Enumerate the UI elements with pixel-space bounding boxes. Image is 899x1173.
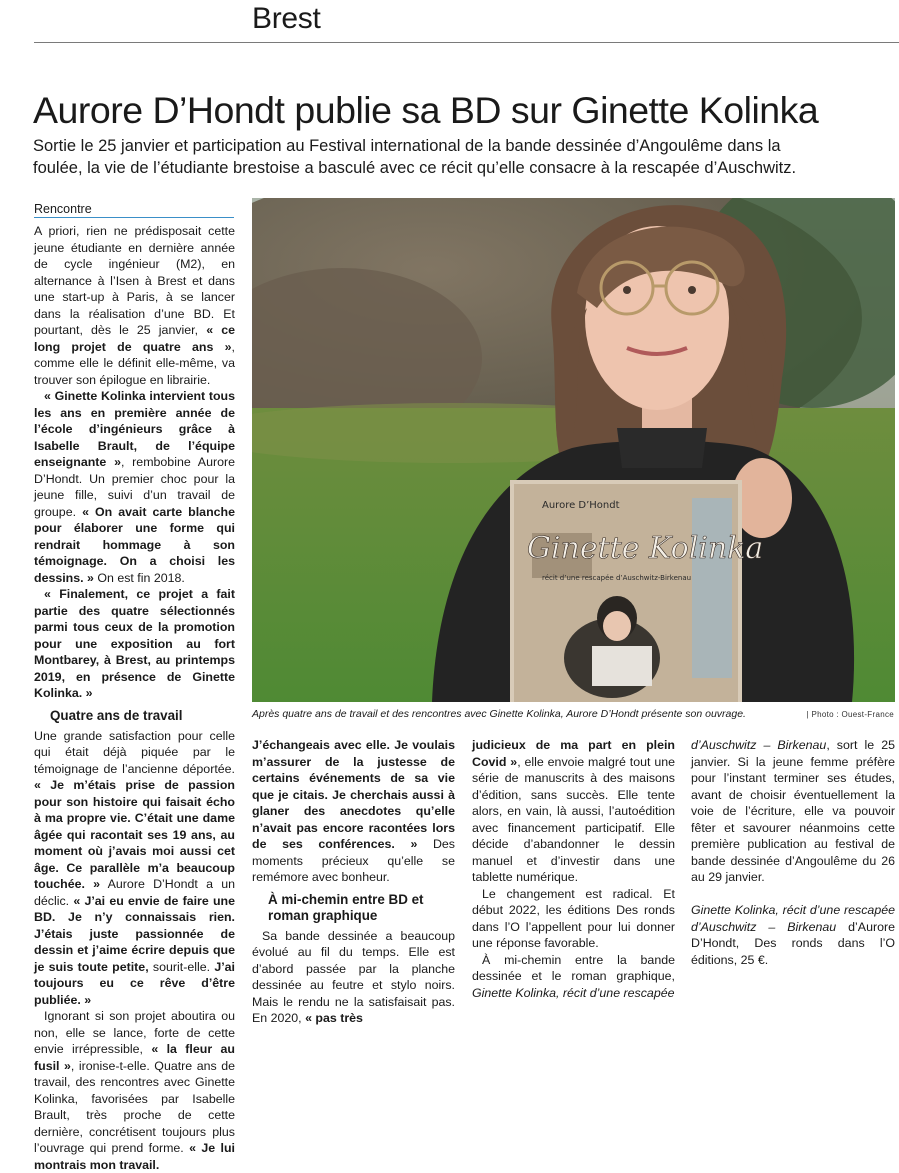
paragraph: d’Auschwitz – Birkenau, sort le 25 janvier. Si la jeune femme préfère pour l’instant terminer ses études, avant de choisir éventuellement la voie de l’écriture, elle va pouvoir fêter et savourer néanmoins cette première publication au festival de bande dessinée d’Angoulême du 26 au 29 janvier. — [691, 738, 895, 884]
paragraph: Ignorant si son projet aboutira ou non, elle se lance, forte de cette envie irrépressible, « la fleur au fusil », ironise-t-elle. Quatre ans de travail, des rencontres avec Ginette Kolinka, favorisées par Isabelle Brault, très proche de cette dernière, concrétisent toujours plus l’ouvrage qui prend forme. « Je lui montrais mon travail. — [34, 1009, 235, 1172]
paragraph: Une grande satisfaction pour celle qui était déjà piquée par le témoignage de l’ancienne déportée. « Je m’étais prise de passion pour son histoire qui faisait écho à ma propre vie. C’était une dame âgée qui racontait ses 19 ans, au moment où j’avais moi aussi cet âge. Ce parallèle m’a beaucoup touchée. » Aurore D’Hondt a un déclic. « J’ai eu envie de faire une BD. Je n’y connaissais rien. J’étais juste passionnée de dessin et j’aime écrire depuis que je suis toute petite, sourit-elle. J’ai toujours eu ce rêve d’être publiée. » — [34, 728, 235, 1007]
article-lead: Sortie le 25 janvier et participation au Festival international de la bande dessinée d’Angoulême dans la foulée, la vie de l’étudiante brestoise a basculé avec ce récit qu’elle consacre à la rescapée d’Auschwitz. — [33, 137, 797, 177]
paragraph: Le changement est radical. Et début 2022, les éditions Des ronds dans l’O l’appellent pour lui donner une réponse favorable. — [472, 886, 675, 950]
paragraph: « Ginette Kolinka intervient tous les ans en première année de l’école d’ingénieurs grâce à Isabelle Brault, de l’équipe enseignante », rembobine Aurore D’Hondt. Un premier choc pour la jeune fille, suivi d’un travail de groupe. « On avait carte blanche pour élaborer une forme qui rendrait hommage à son témoignage. On a choisi les dessins. » On est fin 2018. — [34, 389, 235, 585]
paragraph: J’échangeais avec elle. Je voulais m’assurer de la justesse de certains événements de sa vie que je citais. Je cherchais aussi à glaner des anecdotes qu’elle n’avait pas encore racontées lors de ses conférences. » Des moments précieux qu’elle se remémore avec bonheur. — [252, 738, 456, 884]
book-subtitle: récit d’une rescapée d’Auschwitz-Birkenau — [542, 574, 692, 582]
paragraph: « Finalement, ce projet a fait partie des quatre sélectionnés parmi tous ceux de la promotion pour une exposition au fort Montbarey, à Brest, au printemps 2019, en présence de Ginette Kolinka. » — [34, 587, 235, 700]
photo-caption: Après quatre ans de travail et des rencontres avec Ginette Kolinka, Aurore D’Hondt présente son ouvrage. — [252, 708, 746, 720]
article-headline: Aurore D’Hondt publie sa BD sur Ginette Kolinka — [33, 89, 819, 131]
section-title: Brest — [252, 2, 321, 35]
rubric-label: Rencontre — [34, 202, 234, 218]
paragraph: A priori, rien ne prédisposait cette jeune étudiante en dernière année de cycle ingénieur (M2), en alternance à l’Isen à Brest et dans une start-up à Paris, à se lancer dans la réalisation d’une BD. Et pourtant, dès le 25 janvier, « ce long projet de quatre ans », comme elle le définit elle-même, va trouver son épilogue en librairie. — [34, 224, 235, 387]
article-column-4 — [691, 737, 895, 968]
subheading: À mi-chemin entre BD et roman graphique — [268, 891, 424, 923]
article-column-2 — [252, 737, 455, 1027]
paragraph: Sa bande dessinée a beaucoup évolué au fil du temps. Elle est d’abord passée par la planche dessinée au feutre et stylo noirs. Mais le rendu ne la satisfaisait pas. En 2020, « pas très — [252, 928, 455, 1025]
article-column-1 — [34, 223, 235, 1173]
book-cover — [510, 480, 763, 702]
paragraph: judicieux de ma part en plein Covid », elle envoie malgré tout une série de manuscrits à des maisons d’édition, sans succès. Elle tente alors, en vain, là aussi, l’autoédition avec financement participatif. Elle décide d’abandonner le dessin manuel et d’investir dans une tablette numérique. — [472, 738, 675, 884]
book-reference: Ginette Kolinka, récit d’une rescapée d’Auschwitz – Birkenau d’Aurore D’Hondt, Des ronds dans l’O éditions, 25 €. — [691, 903, 896, 967]
book-author: Aurore D’Hondt — [542, 500, 620, 511]
book-title: Ginette Kolinka — [527, 531, 764, 566]
portrait-photo — [252, 198, 895, 702]
photo-credit: | Photo : Ouest-France — [806, 710, 894, 719]
article-photo — [252, 198, 895, 702]
article-column-3 — [472, 737, 675, 1001]
subheading: Quatre ans de travail — [50, 707, 183, 723]
paragraph: À mi-chemin entre la bande dessinée et le roman graphique, Ginette Kolinka, récit d’une rescapée — [472, 952, 675, 1000]
section-rule — [34, 42, 899, 43]
